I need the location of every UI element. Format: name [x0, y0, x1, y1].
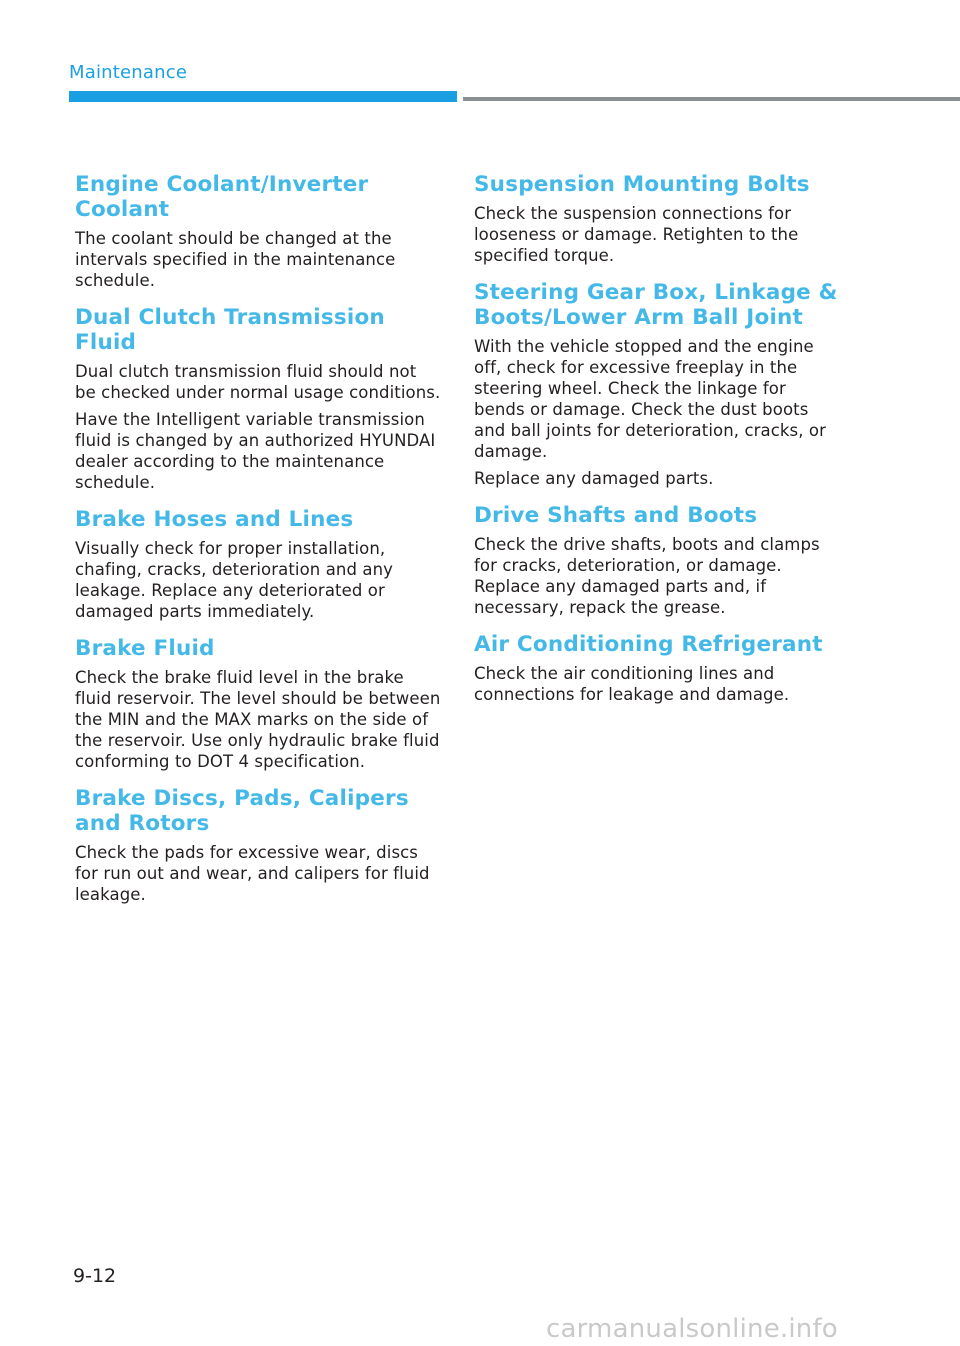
page-number: 9-12: [73, 1265, 117, 1287]
section-heading: Dual Clutch Transmission Fluid: [75, 305, 385, 355]
section-heading: Suspension Mounting Bolts: [474, 172, 810, 197]
section-heading: Steering Gear Box, Linkage & Boots/Lower Arm Ball Joint: [474, 280, 838, 330]
section-brake-hoses: [75, 507, 441, 622]
section-drive-shafts: [474, 503, 840, 618]
section-engine-coolant: [75, 172, 441, 291]
section-heading: Air Conditioning Refrigerant: [474, 632, 823, 657]
section-steering-gear: [474, 280, 840, 489]
header-rule-gray: [463, 97, 960, 101]
section-ac-refrigerant: [474, 632, 840, 705]
section-paragraph: Have the Intelligent variable transmission fluid is changed by an authorized HYUNDAI dealer according to the maintenance schedule.: [75, 410, 436, 492]
section-paragraph: Replace any damaged parts.: [474, 469, 714, 488]
right-column: [474, 172, 840, 719]
section-paragraph: Dual clutch transmission fluid should not be checked under normal usage conditions.: [75, 362, 441, 402]
section-brake-fluid: [75, 636, 441, 772]
section-dual-clutch-fluid: [75, 305, 441, 493]
watermark: carmanualsonline.info: [546, 1314, 838, 1344]
section-paragraph: Check the brake fluid level in the brake fluid reservoir. The level should be between the MIN and the MAX marks on the side of the reservoir. Use only hydraulic brake fluid conforming to DOT 4 specification.: [75, 668, 441, 771]
header-rule-accent: [69, 91, 457, 102]
section-paragraph: Check the drive shafts, boots and clamps for cracks, deterioration, or damage. Replace any damaged parts and, if necessary, repack the grease.: [474, 535, 820, 617]
section-paragraph: Check the suspension connections for looseness or damage. Retighten to the specified torque.: [474, 204, 799, 265]
section-heading: Brake Discs, Pads, Calipers and Rotors: [75, 786, 409, 836]
section-heading: Drive Shafts and Boots: [474, 503, 758, 528]
section-paragraph: The coolant should be changed at the intervals specified in the maintenance schedule.: [75, 229, 396, 290]
section-paragraph: With the vehicle stopped and the engine off, check for excessive freeplay in the steering wheel. Check the linkage for bends or damage. Check the dust boots and ball joints for deterioration, cracks, or damage.: [474, 337, 827, 461]
section-paragraph: Check the pads for excessive wear, discs for run out and wear, and calipers for fluid leakage.: [75, 843, 430, 904]
section-heading: Brake Fluid: [75, 636, 215, 661]
section-heading: Brake Hoses and Lines: [75, 507, 354, 532]
section-brake-discs: [75, 786, 441, 905]
section-heading: Engine Coolant/Inverter Coolant: [75, 172, 369, 222]
section-paragraph: Check the air conditioning lines and connections for leakage and damage.: [474, 664, 790, 704]
left-column: [75, 172, 441, 919]
section-header-title: Maintenance: [69, 62, 188, 83]
section-paragraph: Visually check for proper installation, chafing, cracks, deterioration and any leakage. Replace any deteriorated or damaged parts immediately.: [75, 539, 394, 621]
section-suspension-bolts: [474, 172, 840, 266]
